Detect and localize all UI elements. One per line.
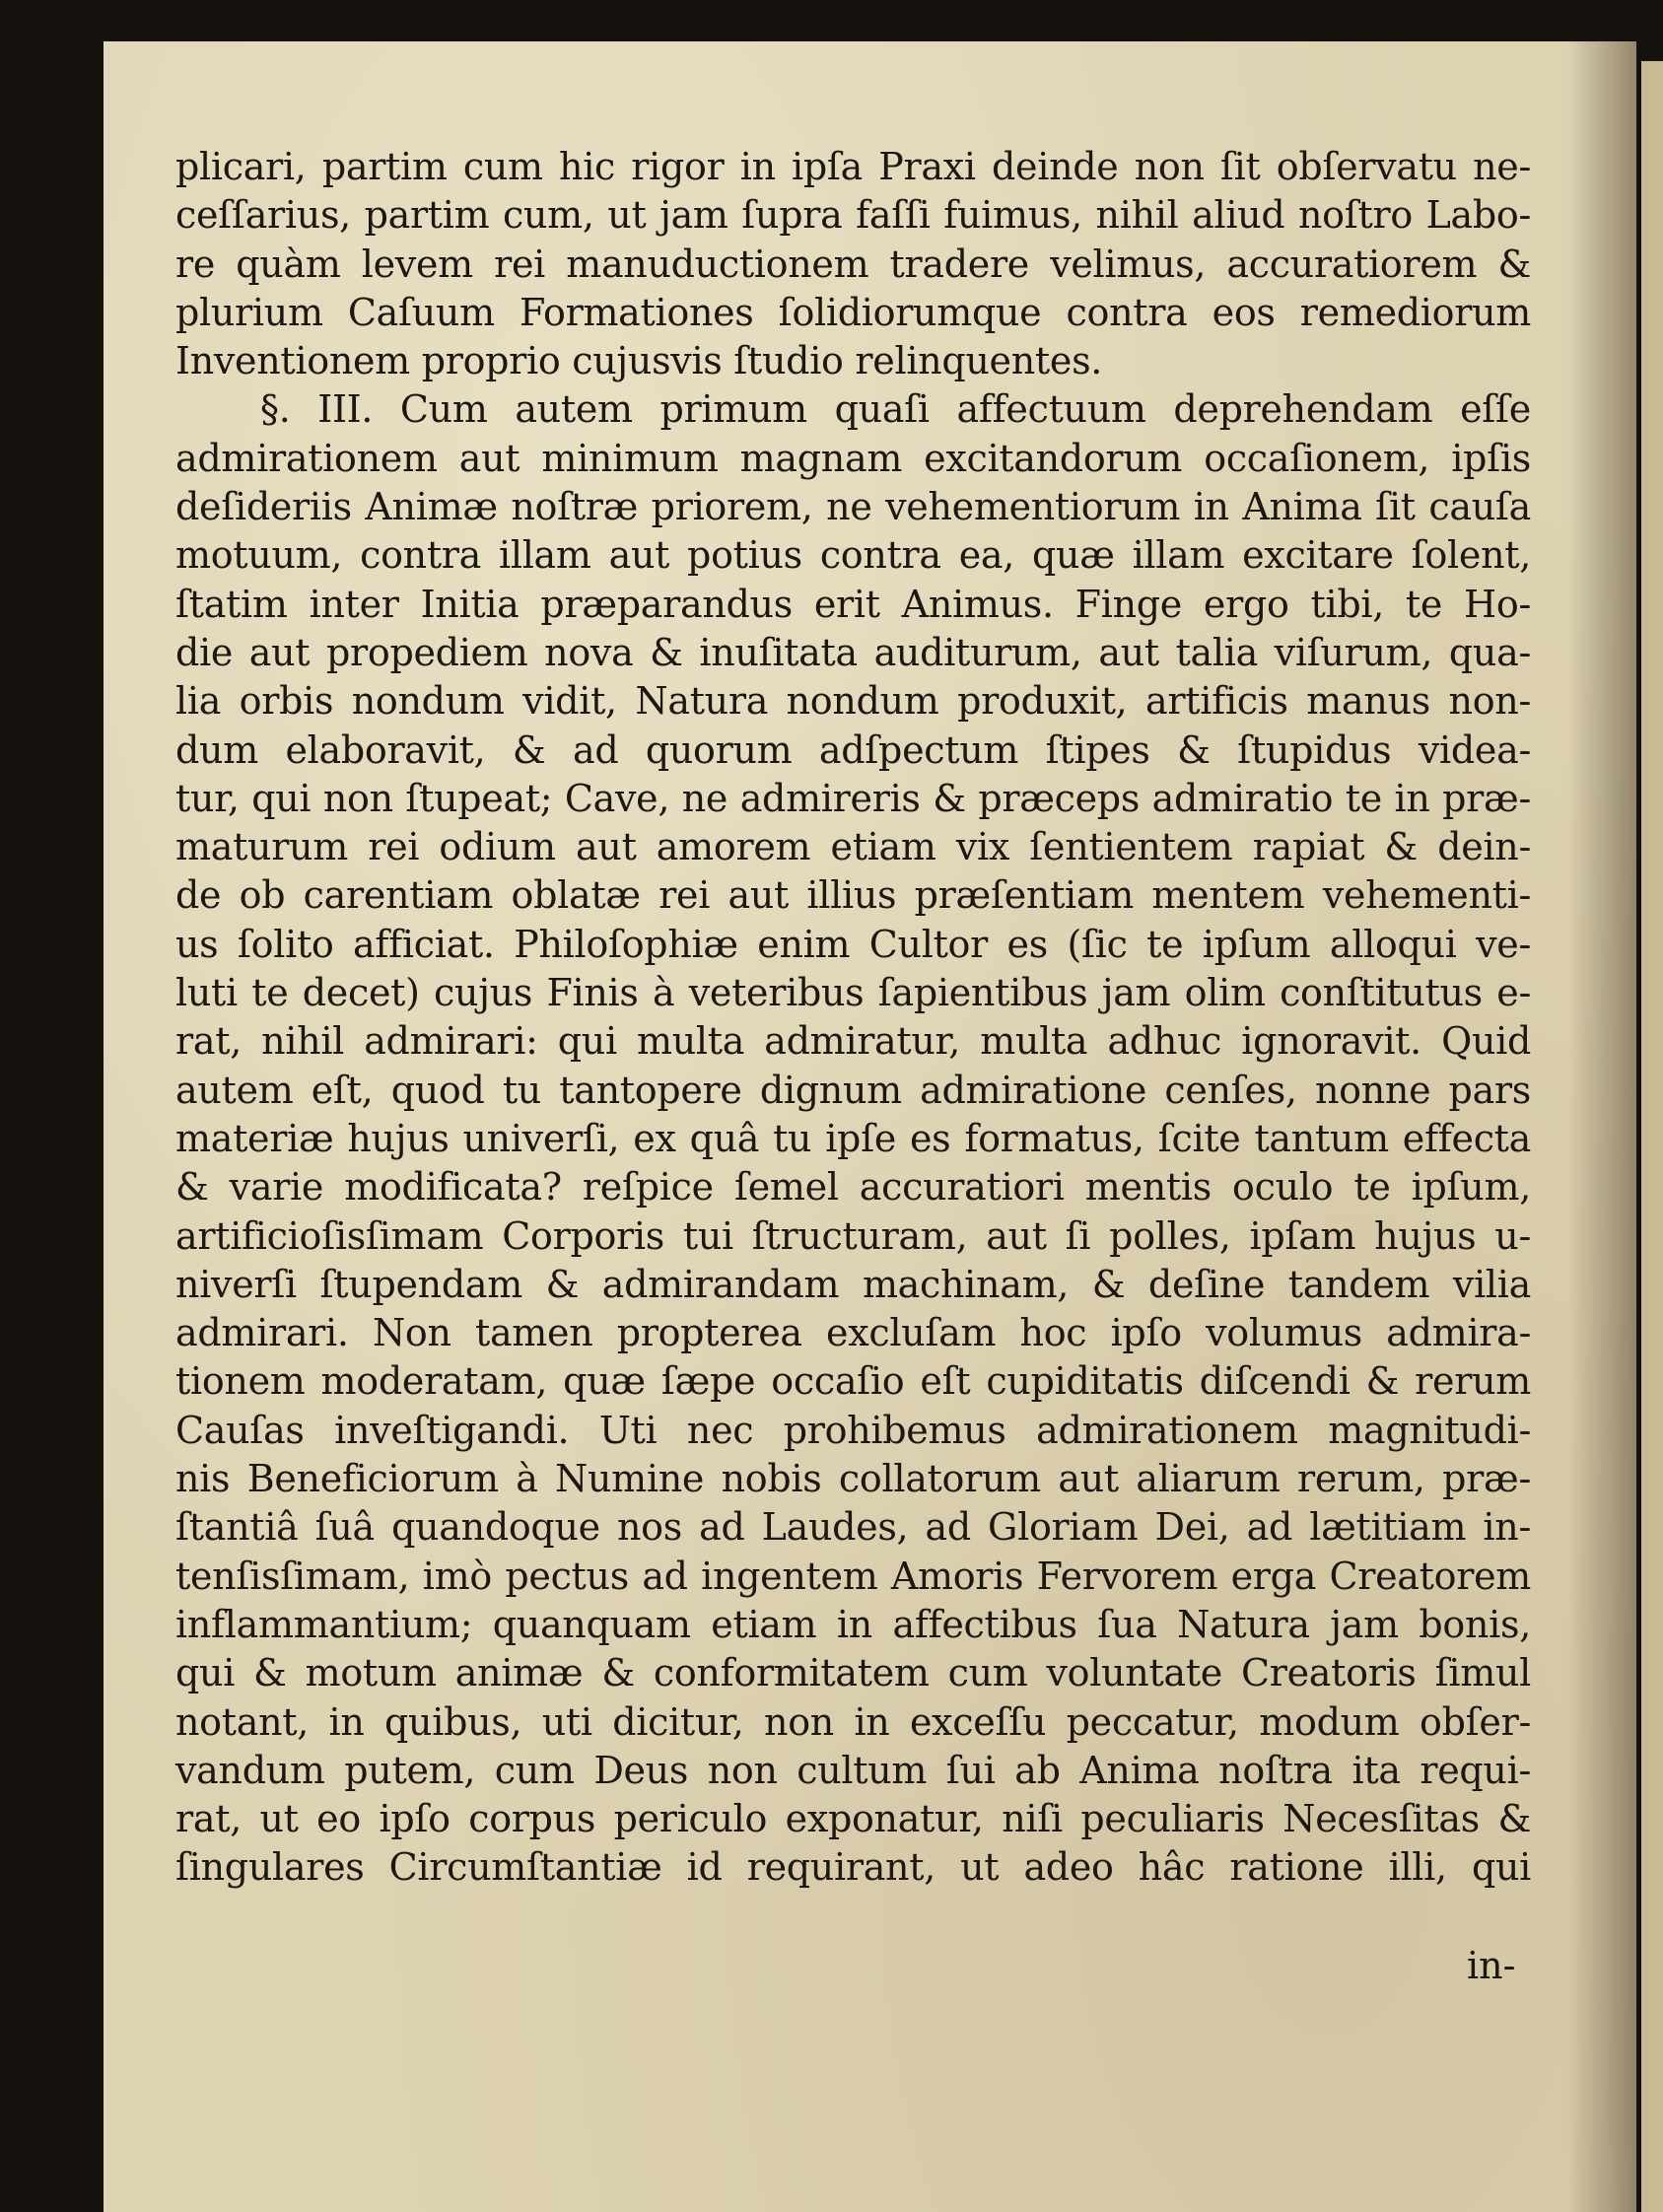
facing-page-edge xyxy=(1641,61,1663,2212)
text-line: re quàm levem rei manuductionem tradere velimus, accuratiorem & xyxy=(175,242,1531,286)
text-line: ceſſarius, partim cum, ut jam ſupra faſſi fuimus, nihil aliud noſtro Labo- xyxy=(175,193,1531,238)
text-line: nis Beneficiorum à Numine nobis collatorum aut aliarum rerum, præ- xyxy=(175,1457,1531,1501)
body-text xyxy=(175,143,1531,1893)
text-line: ſingulares Circumſtantiæ id requirant, ut adeo hâc ratione illi, qui xyxy=(175,1845,1531,1890)
text-line: us ſolito afficiat. Philoſophiæ enim Cultor es (ſic te ipſum alloqui ve- xyxy=(175,922,1531,966)
gutter-shadow xyxy=(1567,41,1636,2212)
text-line: inflammantium; quanquam etiam in affectibus ſua Natura jam bonis, xyxy=(175,1602,1531,1646)
text-line: niverſi ſtupendam & admirandam machinam, & deſine tandem vilia xyxy=(175,1262,1531,1306)
text-line: Cauſas inveſtigandi. Uti nec prohibemus admirationem magnitudi- xyxy=(175,1408,1531,1452)
text-line: deſideriis Animæ noſtræ priorem, ne vehementiorum in Anima ſit cauſa xyxy=(175,485,1531,529)
text-line: maturum rei odium aut amorem etiam vix ſentientem rapiat & dein- xyxy=(175,825,1531,869)
text-line: rat, ut eo ipſo corpus periculo exponatur, niſi peculiaris Necesſitas & xyxy=(175,1797,1531,1841)
text-line: lia orbis nondum vidit, Natura nondum produxit, artificis manus non- xyxy=(175,679,1531,724)
text-line: tenſisſimam, imò pectus ad ingentem Amoris Fervorem erga Creatorem xyxy=(175,1554,1531,1598)
text-line: ſtatim inter Initia præparandus erit Animus. Finge ergo tibi, te Ho- xyxy=(175,582,1531,626)
text-line: notant, in quibus, uti dicitur, non in exceſſu peccatur, modum obſer- xyxy=(175,1699,1531,1744)
text-line: autem eſt, quod tu tantopere dignum admiratione cenſes, nonne pars xyxy=(175,1068,1531,1112)
text-line: plicari, partim cum hic rigor in ipſa Praxi deinde non ſit obſervatu ne- xyxy=(175,145,1531,188)
catchword: in- xyxy=(1467,1944,1516,1987)
text-line: ſtantiâ ſuâ quandoque nos ad Laudes, ad Gloriam Dei, ad lætitiam in- xyxy=(175,1505,1531,1550)
text-line: & varie modificata? reſpice ſemel accuratiori mentis oculo te ipſum, xyxy=(175,1165,1531,1210)
text-line: luti te decet) cujus Finis à veteribus ſapientibus jam olim conſtitutus e- xyxy=(175,971,1531,1015)
text-line: de ob carentiam oblatæ rei aut illius præſentiam mentem vehementi- xyxy=(175,873,1531,918)
text-line: §. III. Cum autem primum quaſi affectuum deprehendam eſſe xyxy=(260,387,1531,432)
text-line: artificioſisſimam Corporis tui ſtructuram, aut ſi polles, ipſam hujus u- xyxy=(175,1213,1531,1258)
text-line: qui & motum animæ & conformitatem cum voluntate Creatoris ſimul xyxy=(175,1651,1531,1695)
text-line: Inventionem proprio cujusvis ſtudio relinquentes. xyxy=(175,339,1103,383)
text-line: vandum putem, cum Deus non cultum ſui ab Anima noſtra ita requi- xyxy=(175,1748,1531,1792)
text-line: rat, nihil admirari: qui multa admiratur, multa adhuc ignoravit. Quid xyxy=(175,1019,1531,1064)
text-line: motuum, contra illam aut potius contra ea, quæ illam excitare ſolent, xyxy=(175,533,1531,578)
text-line: dum elaboravit, & ad quorum adſpectum ſtipes & ſtupidus videa- xyxy=(175,727,1531,772)
text-line: die aut propediem nova & inuſitata auditurum, aut talia viſurum, qua- xyxy=(175,630,1531,674)
text-line: plurium Caſuum Formationes ſolidiorumque contra eos remediorum xyxy=(175,290,1531,334)
text-line: tur, qui non ſtupeat; Cave, ne admireris & præceps admiratio te in præ- xyxy=(175,776,1531,820)
text-line: admirationem aut minimum magnam excitandorum occaſionem, ipſis xyxy=(175,436,1531,480)
text-line: tionem moderatam, quæ ſæpe occaſio eſt cupiditatis diſcendi & rerum xyxy=(175,1359,1531,1404)
text-line: materiæ hujus univerſi, ex quâ tu ipſe es formatus, ſcite tantum effecta xyxy=(175,1116,1531,1160)
text-line: admirari. Non tamen propterea excluſam hoc ipſo volumus admira- xyxy=(175,1311,1531,1355)
